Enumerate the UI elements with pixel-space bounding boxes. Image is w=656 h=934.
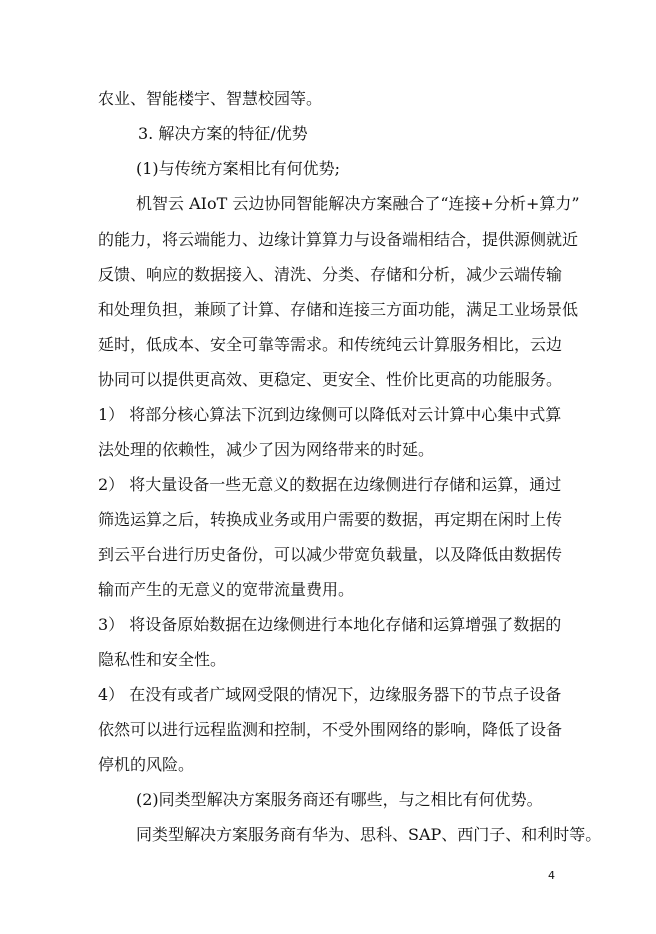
list-item-3: 3） 将设备原始数据在边缘侧进行本地化存储和运算增强了数据的 [98, 615, 562, 634]
text-line: 法处理的依赖性，减少了因为网络带来的时延。 [98, 440, 435, 459]
list-item-4: 4） 在没有或者广域网受限的情况下，边缘服务器下的节点子设备 [98, 685, 562, 704]
text-line: 筛选运算之后，转换成业务或用户需要的数据，再定期在闲时上传 [98, 510, 563, 529]
section-heading: 3. 解决方案的特征/优势 [138, 124, 308, 143]
text-line: 协同可以提供更高效、更稳定、更安全、性价比更高的功能服务。 [98, 370, 563, 389]
text-line: 反馈、响应的数据接入、清洗、分类、存储和分析，减少云端传输 [98, 265, 563, 284]
text-line: 停机的风险。 [98, 755, 195, 774]
text-line: 同类型解决方案服务商有华为、思科、SAP、西门子、和利时等。 [136, 825, 602, 844]
text-line: 到云平台进行历史备份，可以减少带宽负载量，以及降低由数据传 [98, 545, 563, 564]
subsection-heading: (2)同类型解决方案服务商还有哪些，与之相比有何优势。 [136, 790, 543, 809]
list-item-2: 2） 将大量设备一些无意义的数据在边缘侧进行存储和运算，通过 [98, 475, 562, 494]
text-line: 输而产生的无意义的宽带流量费用。 [98, 580, 355, 599]
text-line: 农业、智能楼宇、智慧校园等。 [98, 89, 323, 108]
text-line: 依然可以进行远程监测和控制，不受外围网络的影响，降低了设备 [98, 720, 563, 739]
text-line: 的能力，将云端能力、边缘计算算力与设备端相结合，提供源侧就近 [98, 230, 579, 249]
text-line: 机智云 AIoT 云边协同智能解决方案融合了“连接+分析+算力” [136, 194, 580, 213]
subsection-heading: (1)与传统方案相比有何优势; [136, 159, 341, 178]
page-number: 4 [548, 869, 555, 882]
text-line: 和处理负担，兼顾了计算、存储和连接三方面功能，满足工业场景低 [98, 300, 579, 319]
list-item-1: 1） 将部分核心算法下沉到边缘侧可以降低对云计算中心集中式算 [98, 405, 562, 424]
text-line: 隐私性和安全性。 [98, 650, 227, 669]
text-line: 延时，低成本、安全可靠等需求。和传统纯云计算服务相比，云边 [98, 335, 563, 354]
